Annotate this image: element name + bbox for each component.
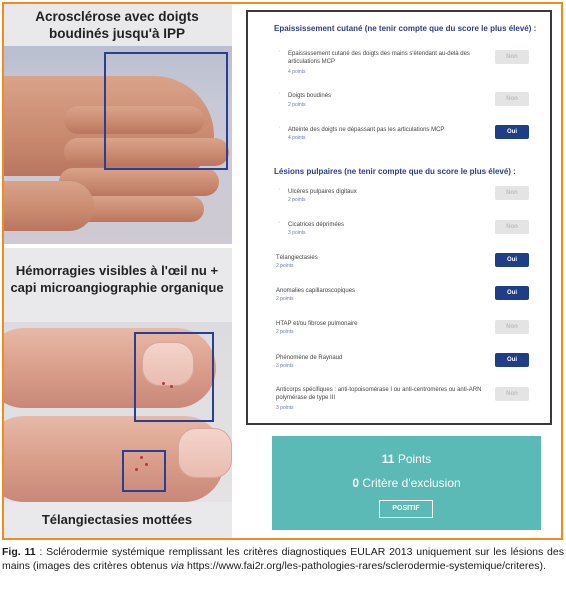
criteria-panel: Epaississement cutané (ne tenir compte que du score le plus élevé) : · Epaississement cutané des doigts des mains s'étendant au-delà des articulations MCP 4 points Non · Doigts boudinés 2 points Non · Atteinte des doigts ne dépassant pas les articulations MCP 4 points Oui Lésions pulpaires (ne tenir compte que du score le plus élevé) : · Ulcères pulpaires digitaux 2 points Non · Cicatrices déprimées 3 points Non Télangiectasies 2 points Oui Anomalies capillaroscopiques 2 points Oui HTAP et/ou fibrose pulmonaire 2 points Non Phénomène de Raynaud 3 points Oui Anticorps spécifiques : anti-topoisomérase I ou anti-centromères ou anti-ARN polymérase de type III 3 points Non xyxy=(246,10,552,425)
fingers-photo xyxy=(4,322,232,502)
points-total: 11 Points xyxy=(381,452,432,466)
criterion-points: 2 points xyxy=(288,197,306,203)
criterion-label: Ulcères pulpaires digitaux xyxy=(288,189,357,195)
answer-button-no[interactable]: Non xyxy=(495,320,529,334)
caption-hemorrhages: Hémorragies visibles à l'œil nu + capi microangiographie organique xyxy=(10,263,224,295)
criterion-points: 3 points xyxy=(276,405,294,411)
answer-button-no[interactable]: Non xyxy=(495,92,529,106)
score-result-box xyxy=(272,436,541,530)
criterion-points: 2 points xyxy=(288,102,306,108)
hand-photo xyxy=(4,46,232,244)
answer-button-yes[interactable]: Oui xyxy=(495,125,529,139)
answer-button-no[interactable]: Non xyxy=(495,387,529,401)
figure-number: Fig. 11 xyxy=(2,546,36,558)
highlight-box xyxy=(134,332,214,422)
answer-button-yes[interactable]: Oui xyxy=(495,286,529,300)
criterion-points: 3 points xyxy=(276,363,294,369)
criterion-label: Atteinte des doigts ne dépassant pas les articulations MCP xyxy=(288,127,445,133)
highlight-box xyxy=(104,52,228,170)
criterion-points: 3 points xyxy=(288,230,306,236)
figure-caption: Fig. 11 : Sclérodermie systémique remplissant les critères diagnostiques EULAR 2013 uniquement sur les lésions des mains (images des critères obtenus via https://www.fai2r.org/les-pathologies-rares/sclerodermie-systemique/criteres). xyxy=(2,546,564,572)
answer-button-no[interactable]: Non xyxy=(495,50,529,64)
criterion-label: Anomalies capillaroscopiques xyxy=(276,288,356,294)
caption-telangiectasia: Télangiectasies mottées xyxy=(41,512,193,527)
answer-button-yes[interactable]: Oui xyxy=(495,353,529,367)
photo-column xyxy=(4,4,232,538)
criterion-label: Cicatrices déprimées xyxy=(288,222,345,228)
criterion-points: 2 points xyxy=(276,296,294,302)
criterion-label: Télangiectasies xyxy=(276,255,318,261)
figure-frame xyxy=(2,2,563,540)
criterion-points: 2 points xyxy=(276,263,294,269)
criterion-points: 4 points xyxy=(288,69,306,75)
answer-button-no[interactable]: Non xyxy=(495,220,529,234)
answer-button-no[interactable]: Non xyxy=(495,186,529,200)
criterion-label: Phénomène de Raynaud xyxy=(276,355,343,361)
criterion-label: Anticorps spécifiques : anti-topoisomérase I ou anti-centromères ou anti-ARN polymérase de type III xyxy=(276,387,482,401)
section-title-skin: Epaississement cutané (ne tenir compte que du score le plus élevé) : xyxy=(274,24,537,33)
criterion-label: HTAP et/ou fibrose pulmonaire xyxy=(276,321,358,327)
exclusion-criteria: 0 Critère d'exclusion xyxy=(352,476,461,490)
criterion-label: Doigts boudinés xyxy=(288,93,332,99)
criterion-label: Epaississement cutané des doigts des mains s'étendant au-delà des articulations MCP xyxy=(288,51,470,65)
section-title-pulp: Lésions pulpaires (ne tenir compte que du score le plus élevé) : xyxy=(274,167,516,176)
criterion-points: 2 points xyxy=(276,329,294,335)
positive-result-button[interactable]: POSITIF xyxy=(379,500,433,518)
highlight-box xyxy=(122,450,166,492)
criterion-points: 4 points xyxy=(288,135,306,141)
caption-acrosclerosis: Acrosclérose avec doigts boudinés jusqu'à IPP xyxy=(35,9,199,41)
answer-button-yes[interactable]: Oui xyxy=(495,253,529,267)
